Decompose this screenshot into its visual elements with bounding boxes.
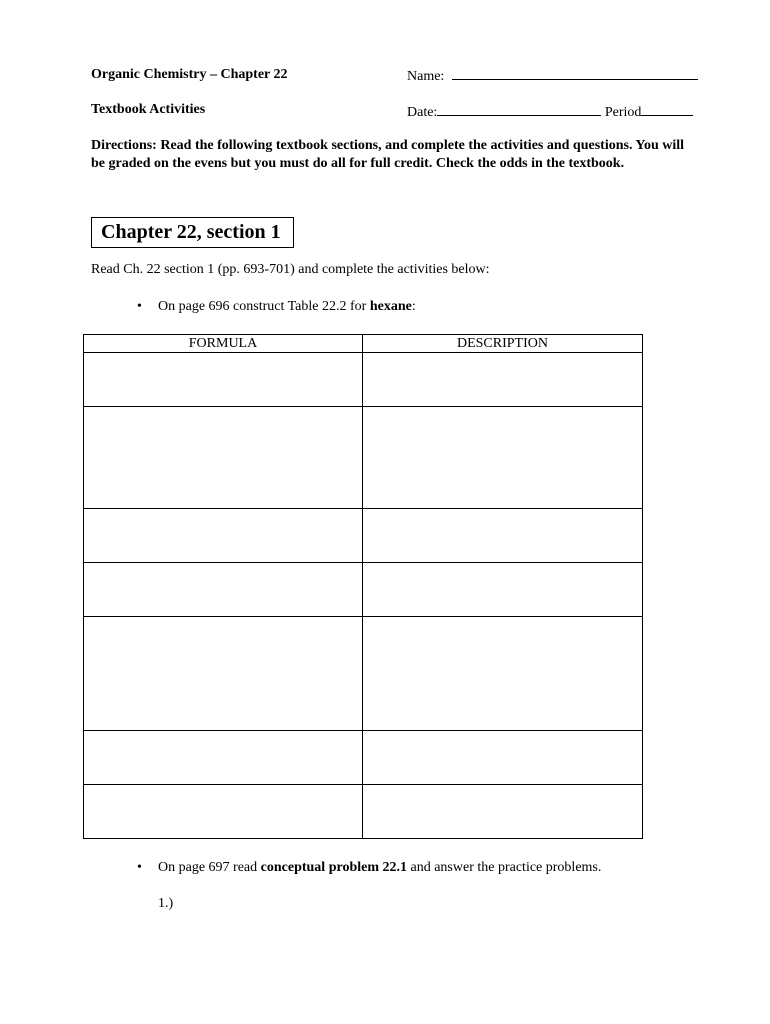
description-cell[interactable]	[363, 731, 643, 785]
formula-cell[interactable]	[84, 617, 363, 731]
formula-cell[interactable]	[84, 785, 363, 839]
bullet-text-prefix: On page 697 read	[158, 860, 261, 875]
bullet-text-prefix: On page 696 construct Table 22.2 for	[158, 299, 370, 314]
bullet-text-bold: hexane	[369, 299, 412, 314]
course-title: Organic Chemistry – Chapter 22	[91, 67, 288, 82]
column-header-formula: FORMULA	[84, 335, 363, 353]
bullet-icon: •	[137, 860, 142, 875]
reading-instruction: Read Ch. 22 section 1 (pp. 693-701) and complete the activities below:	[91, 262, 490, 277]
description-cell[interactable]	[363, 407, 643, 509]
description-cell[interactable]	[363, 509, 643, 563]
description-cell[interactable]	[363, 785, 643, 839]
name-label: Name:	[407, 69, 445, 84]
period-blank-line[interactable]	[641, 102, 693, 116]
formula-cell[interactable]	[84, 731, 363, 785]
bullet-item-practice	[137, 860, 697, 876]
column-header-description: DESCRIPTION	[363, 335, 643, 353]
description-cell[interactable]	[363, 353, 643, 407]
date-label: Date:	[407, 105, 438, 120]
formula-cell[interactable]	[84, 407, 363, 509]
bullet-icon: •	[137, 299, 142, 314]
name-field[interactable]	[407, 66, 698, 85]
description-cell[interactable]	[363, 617, 643, 731]
worksheet-subtitle: Textbook Activities	[91, 102, 206, 117]
date-field[interactable]	[407, 102, 693, 121]
date-blank-line[interactable]	[437, 102, 601, 116]
bullet-text-suffix: and answer the practice problems.	[407, 860, 602, 875]
bullet-text-suffix: :	[411, 299, 416, 314]
directions-text: Directions: Read the following textbook sections, and complete the activities and questions. You will be graded on the evens but you must do all for full credit. Check the odds in the textbook.	[91, 138, 685, 171]
description-cell[interactable]	[363, 563, 643, 617]
period-label: Period	[604, 105, 642, 120]
formula-cell[interactable]	[84, 509, 363, 563]
formula-cell[interactable]	[84, 353, 363, 407]
bullet-item-table	[137, 299, 637, 315]
hexane-table	[83, 334, 643, 839]
formula-cell[interactable]	[84, 563, 363, 617]
name-blank-line[interactable]	[452, 66, 698, 80]
bullet-text-bold: conceptual problem 22.1	[260, 860, 407, 875]
problem-number: 1.)	[158, 896, 174, 911]
section-heading: Chapter 22, section 1	[91, 217, 294, 248]
